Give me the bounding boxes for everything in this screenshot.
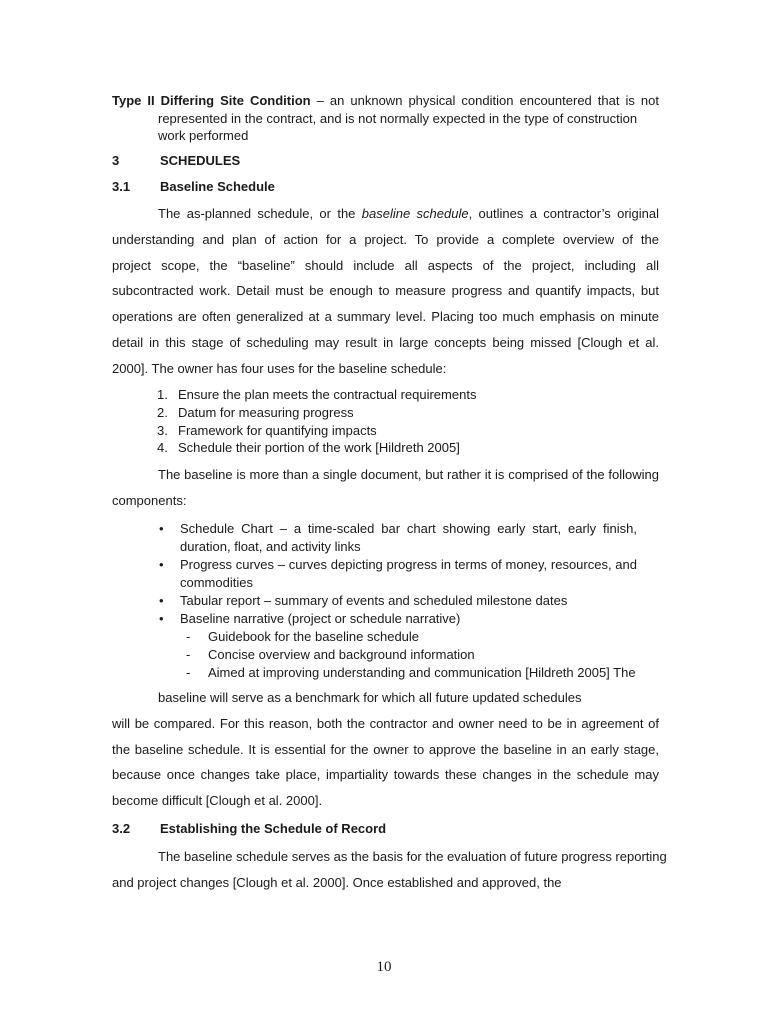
section-title: Establishing the Schedule of Record xyxy=(160,821,387,836)
paragraph-benchmark xyxy=(112,685,659,814)
dash-icon: - xyxy=(186,629,191,644)
definition-term: Type II Differing Site Condition xyxy=(112,93,311,108)
list-item: 1. Ensure the plan meets the contractual requirements xyxy=(157,387,477,402)
paragraph-line: understanding and plan of action for a project. To provide a complete overview of the xyxy=(112,231,659,247)
section-number: 3 xyxy=(112,153,120,168)
paragraph-components-intro xyxy=(112,462,659,514)
paragraph-line: subcontracted work. Detail must be enough to measure progress and quantify impacts, but xyxy=(112,283,659,299)
paragraph-line: will be compared. For this reason, both the contractor and owner need to be in agreement of xyxy=(112,715,659,731)
section-3-1-heading xyxy=(112,178,275,196)
paragraph-line: become difficult [Clough et al. 2000]. xyxy=(112,793,323,809)
paragraph-schedule-of-record xyxy=(112,844,667,896)
dash-icon: - xyxy=(186,665,191,680)
section-3-2-heading xyxy=(112,820,386,838)
bullet-icon: • xyxy=(159,611,164,626)
definition-block xyxy=(112,92,659,145)
definition-text-1: – an unknown physical condition encountered that is not xyxy=(310,93,659,108)
list-item: 3. Framework for quantifying impacts xyxy=(157,422,377,438)
section-number: 3.2 xyxy=(112,821,131,836)
paragraph-line: 2000]. The owner has four uses for the baseline schedule: xyxy=(112,360,447,376)
list-item: • Tabular report – summary of events and scheduled milestone dates xyxy=(159,593,568,608)
definition-line-1 xyxy=(112,92,659,110)
bullet-icon: • xyxy=(159,557,164,572)
list-item: • Schedule Chart – a time-scaled bar chart showing early start, early finish, duration, float, and activity links xyxy=(159,521,637,554)
paragraph-line: because once changes take place, impartiality towards these changes in the schedule may xyxy=(112,767,659,783)
definition-line-2: represented in the contract, and is not normally expected in the type of construction xyxy=(158,110,638,126)
sub-list-item: - Guidebook for the baseline schedule xyxy=(186,629,420,644)
list-item: 2. Datum for measuring progress xyxy=(157,404,354,420)
paragraph-line: The baseline is more than a single document, but rather it is comprised of the following xyxy=(158,467,659,482)
paragraph-line: the baseline schedule. It is essential for the owner to approve the baseline in an early stage, xyxy=(112,741,659,757)
paragraph-line: and project changes [Clough et al. 2000]. Once established and approved, the xyxy=(112,874,562,890)
section-title: Baseline Schedule xyxy=(160,179,275,194)
sub-list-item: - Aimed at improving understanding and communication [Hildreth 2005] The xyxy=(186,665,636,680)
list-item: 4. Schedule their portion of the work [Hildreth 2005] xyxy=(157,440,460,456)
paragraph-line: The as-planned schedule, or the baseline schedule, outlines a contractor’s original xyxy=(158,206,659,221)
dash-icon: - xyxy=(186,647,191,662)
list-item: • Baseline narrative (project or schedule narrative) xyxy=(159,611,461,626)
bullet-icon: • xyxy=(159,593,164,608)
paragraph-line: The baseline schedule serves as the basis for the evaluation of future progress reporting xyxy=(158,849,667,864)
paragraph-line: detail in this stage of scheduling may result in large concepts being missed [Clough et al. xyxy=(112,334,659,350)
section-title: SCHEDULES xyxy=(160,153,241,168)
paragraph-line: baseline will serve as a benchmark for which all future updated schedules xyxy=(158,690,582,705)
list-item: • Progress curves – curves depicting progress in terms of money, resources, and commodities xyxy=(159,557,637,590)
bullet-icon: • xyxy=(159,521,164,536)
definition-line-3: work performed xyxy=(158,128,249,143)
uses-list xyxy=(157,386,476,457)
section-3-heading xyxy=(112,152,240,170)
paragraph-baseline-intro xyxy=(112,201,659,382)
components-list xyxy=(157,520,637,682)
paragraph-line: project scope, the “baseline” should include all aspects of the project, including all xyxy=(112,257,659,273)
paragraph-line: components: xyxy=(112,492,187,508)
sub-list-item: - Concise overview and background information xyxy=(186,647,475,662)
section-number: 3.1 xyxy=(112,179,131,194)
page-number: 10 xyxy=(376,959,392,975)
paragraph-line: operations are often generalized at a summary level. Placing too much emphasis on minute xyxy=(112,309,659,325)
emphasis: baseline schedule xyxy=(361,206,469,221)
